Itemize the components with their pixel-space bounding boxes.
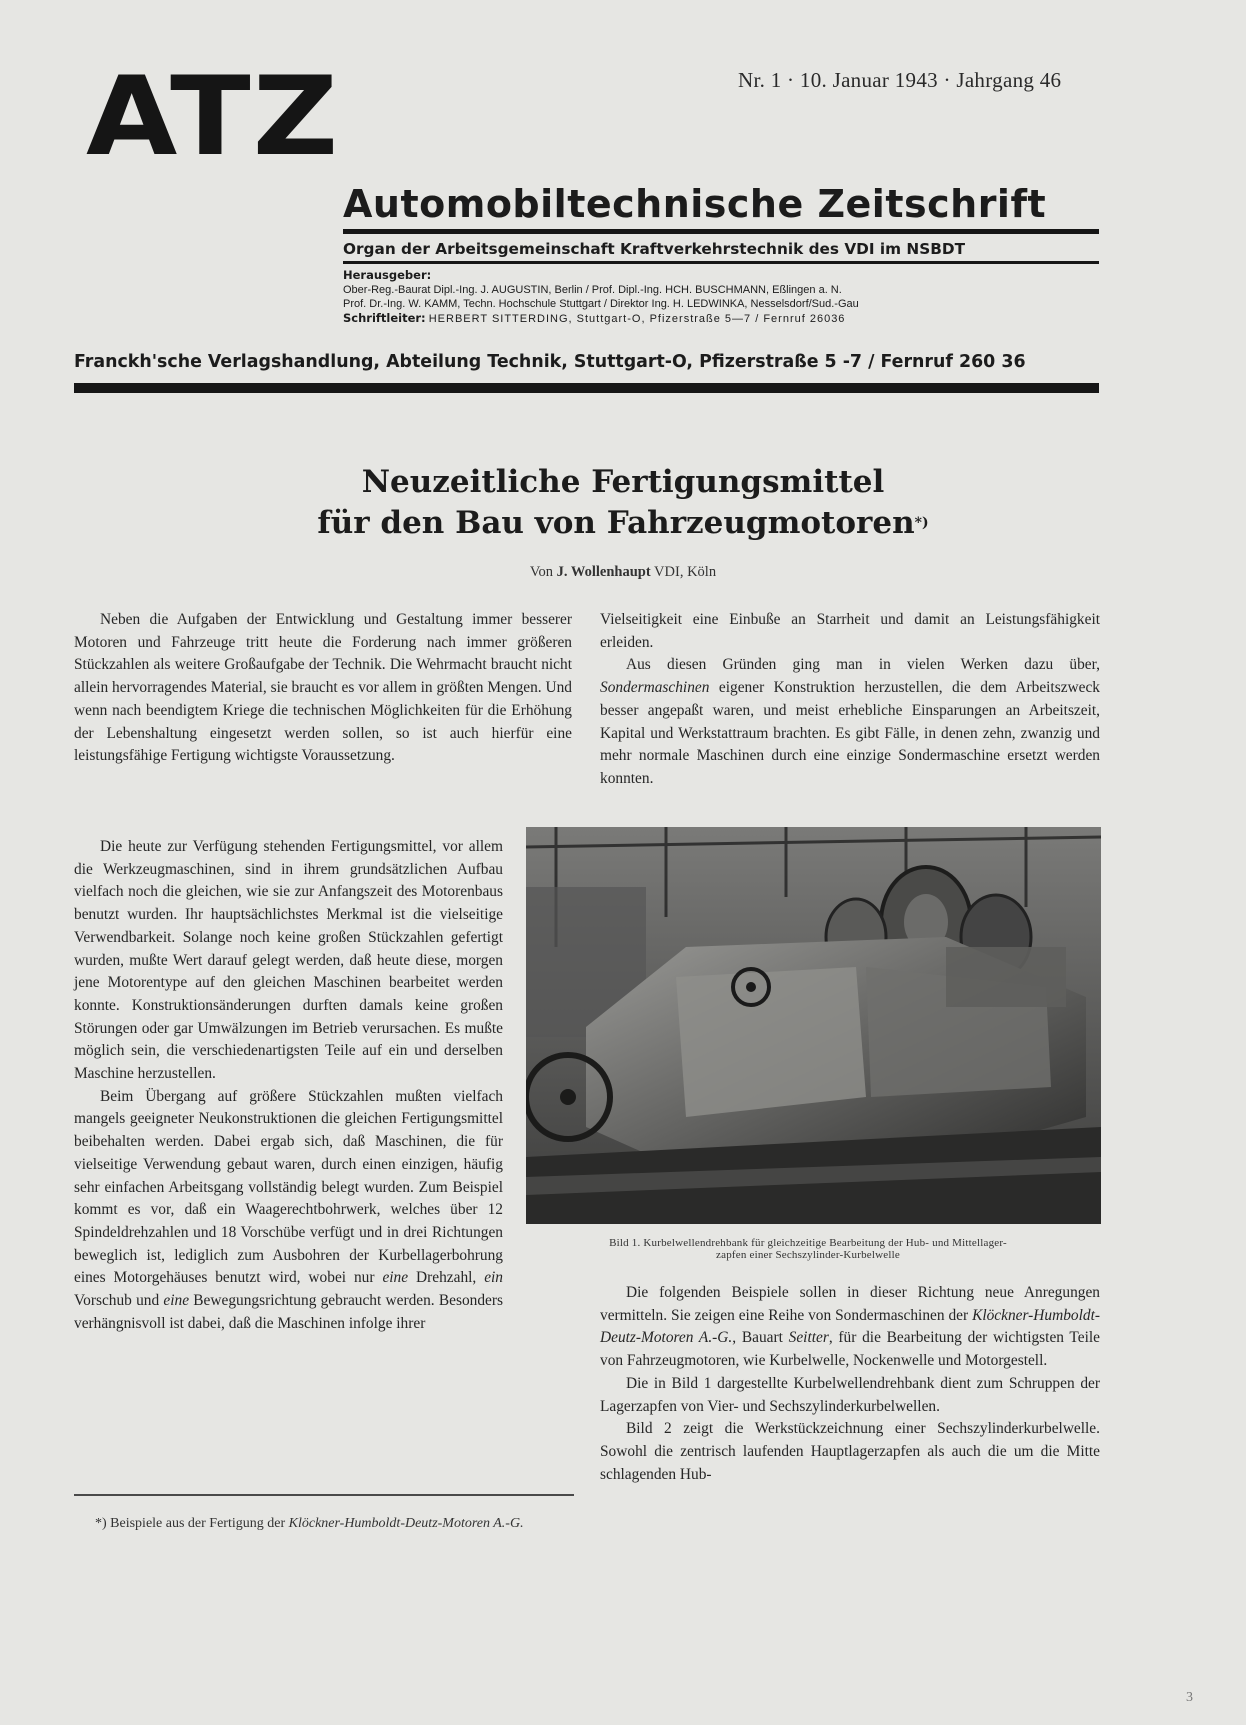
title-footnote-mark: *): [914, 515, 929, 531]
atz-logo: ATZ: [86, 52, 341, 180]
footnote-text: Beispiele aus der Fertigung der: [110, 1516, 286, 1531]
masthead-rule-top: [343, 229, 1099, 234]
right-paragraph-1: Vielseitigkeit eine Einbuße an Starrheit und damit an Leistungsfähigkeit erleiden.: [600, 611, 1100, 651]
article-title-line-1: Neuzeitliche Fertigungsmittel: [361, 464, 885, 500]
masthead-rule-bottom: [343, 261, 1099, 264]
figure-caption-line-2: zapfen einer Sechszylinder-Kurbelwelle: [716, 1249, 900, 1261]
byline-suffix: VDI, Köln: [654, 564, 717, 580]
left-column-wrap: [74, 836, 503, 1335]
footnote-mark: *): [95, 1516, 107, 1531]
byline: [200, 564, 1046, 581]
author-name: J. Wollenhaupt: [556, 564, 651, 580]
figure-caption: [504, 1237, 1112, 1261]
footnote-company: Klöckner-Humboldt-Deutz-Motoren A.-G.: [288, 1516, 524, 1531]
issue-line: Nr. 1 · 10. Januar 1943 · Jahrgang 46: [738, 68, 1062, 92]
figure-caption-line-1: Bild 1. Kurbelwellendrehbank für gleichzeitige Bearbeitung der Hub- und Mittellager-: [609, 1237, 1007, 1249]
right-paragraph-5: Bild 2 zeigt die Werkstückzeichnung einer Sechszylinderkurbelwelle. Sowohl die zentrisch laufenden Hauptlagerzapfen als auch die um die Mitte schlagenden Hub-: [600, 1420, 1100, 1483]
editor-label: Schriftleiter:: [343, 311, 426, 325]
crankshaft-lathe-photo: [526, 827, 1101, 1224]
right-paragraph-2: Aus diesen Gründen ging man in vielen Werken dazu über, Sondermaschinen eigener Konstruktion herzustellen, die dem Arbeitszweck besser angepaßt waren, und meist erhebliche Einsparungen an Arbeitszeit, Kapital und Werkstattraum brachten. Es gibt Fälle, in denen zehn, zwanzig und mehr normale Maschinen durch eine einzige Sondermaschine ersetzt werden konnten.: [600, 656, 1100, 787]
left-paragraph-1: Neben die Aufgaben der Entwicklung und Gestaltung immer besserer Motoren und Fahrzeuge tritt heute die Forderung nach immer größeren Stückzahlen als weitere Großaufgabe der Technik. Die Wehrmacht braucht nicht allein hervorragendes Material, sie braucht es vor allem in größten Mengen. Und wenn nach beendigtem Kriege die technischen Möglichkeiten für die Erhöhung der Lebenshaltung eingesetzt werden sollen, so ist auch hierfür eine leistungsfähige Fertigung wichtigste Voraussetzung.: [74, 611, 572, 765]
organ-line: Organ der Arbeitsgemeinschaft Kraftverkehrstechnik des VDI im NSBDT: [343, 240, 966, 258]
page-mark: 3: [1186, 1690, 1193, 1705]
publishers-label: Herausgeber:: [343, 268, 432, 282]
header-thick-rule: [74, 383, 1099, 393]
publishers-line-2: Prof. Dr.-Ing. W. KAMM, Techn. Hochschule Stuttgart / Direktor Ing. H. LEDWINKA, Nesselsdorf/Sud.-Gau: [343, 298, 859, 310]
right-paragraph-3: Die folgenden Beispiele sollen in dieser Richtung neue Anregungen vermitteln. Sie zeigen eine Reihe von Sondermaschinen der Klöckner-Humboldt-Deutz-Motoren A.-G., Bauart Seitter, für die Bearbeitung der wichtigsten Teile von Fahrzeugmotoren, wie Kurbelwelle, Nockenwelle und Motorgestell.: [600, 1284, 1100, 1370]
footnote-rule: [74, 1494, 574, 1496]
masthead-title: Automobiltechnische Zeitschrift: [343, 182, 1047, 226]
publishers-block: [343, 268, 1103, 326]
byline-prefix: Von: [529, 564, 554, 580]
publishers-line-1: Ober-Reg.-Baurat Dipl.-Ing. J. AUGUSTIN, Berlin / Prof. Dipl.-Ing. HCH. BUSCHMANN, Eßlingen a. N.: [343, 284, 842, 296]
right-paragraph-4: Die in Bild 1 dargestellte Kurbelwellendrehbank dient zum Schruppen der Lagerzapfen von Vier- und Sechszylinderkurbelwellen.: [600, 1374, 1100, 1415]
right-column-bottom: [600, 1282, 1100, 1486]
publisher-line: Franckh'sche Verlagshandlung, Abteilung Technik, Stuttgart-O, Pfizerstraße 5 -7 / Fernruf 260 36: [74, 352, 1026, 372]
left-paragraph-2: Die heute zur Verfügung stehenden Fertigungsmittel, vor allem die Werkzeugmaschinen, sind in ihrem grundsätzlichen Aufbau vielfach noch die gleichen, wie sie zur Anfangszeit des Motorenbaus benutzt wurden. Ihr hauptsächlichstes Merkmal ist die vielseitige Verwendbarkeit. Solange noch keine großen Stückzahlen gefertigt wurden, mußte Wert darauf gelegt werden, daß heute diese, morgen jene Motorentype auf den gleichen Maschinen bearbeitet werden konnte. Konstruktionsänderungen durften damals keine großen Störungen oder gar Umwälzungen im Betrieb verursachen. Es mußte möglich sein, die verschiedenartigsten Teile auf ein und derselben Maschine herzustellen.: [74, 838, 503, 1083]
left-column: [74, 609, 572, 768]
article-title: [200, 462, 1046, 544]
article-title-line-2: für den Bau von Fahrzeugmotoren: [317, 505, 915, 541]
left-paragraph-3: Beim Übergang auf größere Stückzahlen mußten vielfach mangels geeigneter Neukonstruktionen die gleichen Fertigungsmittel beibehalten werden. Dabei ergab sich, daß Maschinen, die für vielseitige Verwendung gebaut waren, durch einen einzigen, häufig sehr einfachen Arbeitsgang vollständig belegt wurden. Zum Beispiel kommt es vor, daß ein Waagerechtbohrwerk, welches über 12 Spindeldrehzahlen und 18 Vorschübe verfügt und in drei Richtungen beweglich ist, lediglich zum Ausbohren der Kurbellagerbohrung eines Motorgehäuses benutzt wird, wobei nur eine Drehzahl, ein Vorschub und eine Bewegungsrichtung gebraucht werden. Besonders verhängnisvoll ist dabei, daß die Maschinen infolge ihrer: [74, 1087, 504, 1332]
footnote: [95, 1514, 580, 1533]
right-column-top: [600, 609, 1100, 791]
editor-text: HERBERT SITTERDING, Stuttgart-O, Pfizerstraße 5—7 / Fernruf 26036: [428, 313, 846, 325]
